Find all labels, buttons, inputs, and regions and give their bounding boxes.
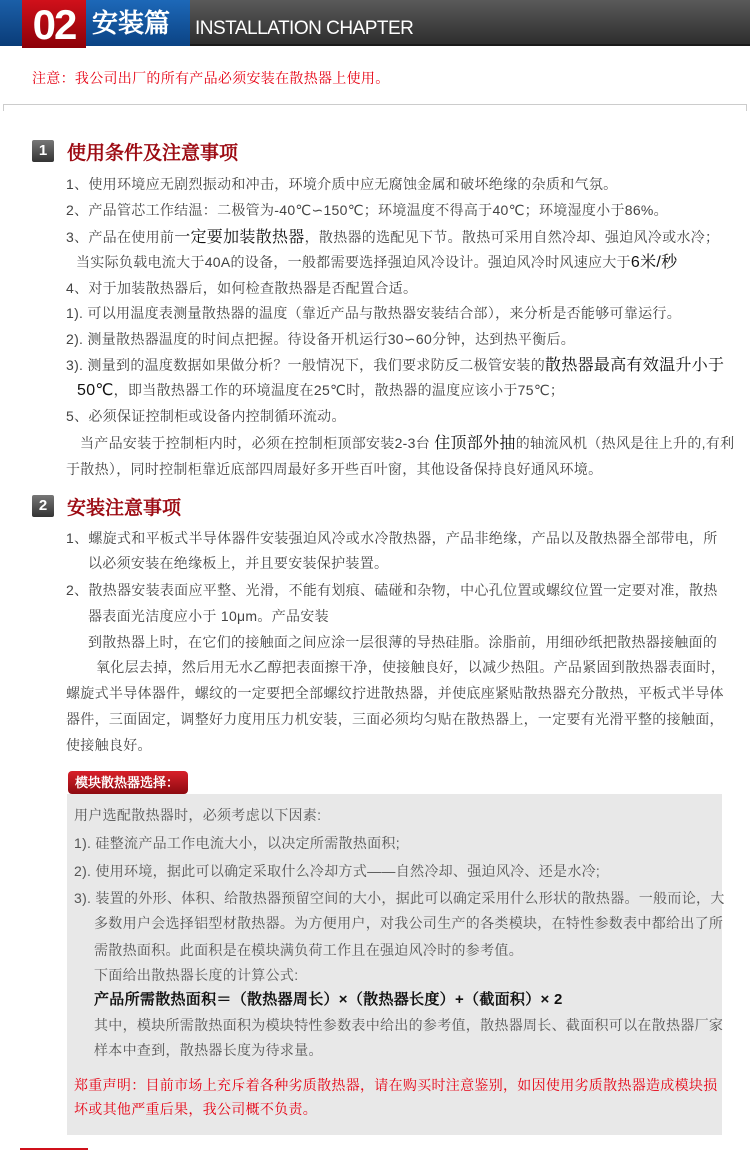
paragraph-line: 1、螺旋式和平板式半导体器件安装强迫风冷或水冷散热器，产品非绝缘，产品以及散热器全部带电，所 xyxy=(66,530,718,546)
box-line: 需散热面积。此面积是在模块满负荷工作且在强迫风冷时的参考值。 xyxy=(94,942,523,958)
formula: 产品所需散热面积＝（散热器周长）×（散热器长度）+（截面积）× 2 xyxy=(94,991,563,1008)
section-2-badge: 2 xyxy=(32,495,54,517)
paragraph-line: 氧化层去掉，然后用无水乙醇把表面擦干净，使接触良好，以减少热阻。产品紧固到散热器表面时， xyxy=(96,659,726,675)
box-line: 用户选配散热器时，必须考虑以下因素: xyxy=(74,807,322,823)
box-line: 多数用户会选择铝型材散热器。为方便用户，对我公司生产的各类模块，在特性参数表中都给出了所 xyxy=(94,915,724,931)
section-2-title: 安装注意事项 xyxy=(67,498,182,519)
box-line: 3). 装置的外形、体积、给散热器预留空间的大小，据此可以确定采用什么形状的散热器。一般而论，大 xyxy=(74,890,725,906)
paragraph-line xyxy=(80,434,734,453)
chapter-title-en: INSTALLATION CHAPTER xyxy=(195,18,414,39)
paragraph-line xyxy=(66,356,724,375)
paragraph-line: 到散热器上时，在它们的接触面之间应涂一层很薄的导热硅脂。涂脂前，用细砂纸把散热器接触面的 xyxy=(88,634,718,650)
chapter-header xyxy=(0,0,750,46)
paragraph-line: 器表面光洁度应小于 10μm。产品安装 xyxy=(88,608,329,624)
text: 当实际负载电流大于40A的设备，一般都需要选择强迫风冷设计。强迫风冷时风速应大于 xyxy=(76,254,631,270)
box-line: 样本中查到，散热器长度为待求量。 xyxy=(94,1042,323,1058)
box-line: 其中，模块所需散热面积为模块特性参数表中给出的参考值，散热器周长、截面积可以在散热器厂家 xyxy=(94,1017,724,1033)
paragraph-line xyxy=(66,228,719,247)
header-accent xyxy=(0,0,22,46)
box-line: 下面给出散热器长度的计算公式: xyxy=(94,967,299,983)
text: 3、产品在使用前 xyxy=(66,229,175,245)
paragraph-line: 5、必须保证控制柜或设备内控制循环流动。 xyxy=(66,408,346,424)
paragraph-line: 1). 可以用温度表测量散热器的温度（靠近产品与散热器安装结合部），来分析是否能够可靠运行。 xyxy=(66,305,682,321)
emphasis-text: 住顶部外抽 xyxy=(434,435,516,452)
paragraph-line: 于散热），同时控制柜靠近底部四周最好多开些百叶窗，其他设备保持良好通风环境。 xyxy=(66,461,603,477)
notice-text: 注意：我公司出厂的所有产品必须安装在散热器上使用。 xyxy=(32,70,390,86)
paragraph-line: 4、对于加装散热器后，如何检查散热器是否配置合适。 xyxy=(66,280,418,296)
paragraph-line: 使接触良好。 xyxy=(66,737,152,753)
disclaimer-line: 坏或其他严重后果，我公司概不负责。 xyxy=(74,1101,318,1117)
divider xyxy=(3,104,747,111)
text: 当产品安装于控制柜内时，必须在控制柜顶部安装2-3台 xyxy=(80,435,435,451)
text: 3). 测量到的温度数据如果做分析？一般情况下，我们要求防反二极管安装的 xyxy=(66,357,546,373)
paragraph-line xyxy=(77,381,564,400)
box-line: 1). 硅整流产品工作电流大小，以决定所需散热面积; xyxy=(74,835,400,851)
paragraph-line: 2). 测量散热器温度的时间点把握。待设备开机运行30∽60分钟，达到热平衡后。 xyxy=(66,331,576,347)
emphasis-text: 散热器最高有效温升小于 xyxy=(545,357,725,374)
section-1-title: 使用条件及注意事项 xyxy=(67,143,239,164)
paragraph-line: 2、散热器安装表面应平整、光滑，不能有划痕、磕碰和杂物，中心孔位置或螺纹位置一定要对准，散热 xyxy=(66,582,718,598)
section-1-badge: 1 xyxy=(32,140,54,162)
paragraph-line xyxy=(76,253,677,272)
text: 的轴流风机（热风是往上升的,有利 xyxy=(515,435,735,451)
module-selection-tag: 模块散热器选择： xyxy=(68,771,188,794)
emphasis-text: 50℃ xyxy=(77,382,114,399)
chapter-number: 02 xyxy=(22,0,86,48)
paragraph-line: 以必须安装在绝缘板上，并且要安装保护装置。 xyxy=(88,555,389,571)
text: ，即当散热器工作的环境温度在25℃时，散热器的温度应该小于75℃； xyxy=(113,382,565,398)
paragraph-line: 1、使用环境应无剧烈振动和冲击，环境介质中应无腐蚀金属和破坏绝缘的杂质和气氛。 xyxy=(66,176,618,192)
box-line: 2). 使用环境，据此可以确定采取什么冷却方式——自然冷却、强迫风冷、还是水冷; xyxy=(74,863,601,879)
disclaimer-line: 郑重声明：目前市场上充斥着各种劣质散热器，请在购买时注意鉴别，如因使用劣质散热器造成模块损 xyxy=(74,1077,718,1093)
emphasis-text: 6米/秒 xyxy=(630,254,678,271)
emphasis-text: 一定要加装散热器 xyxy=(174,229,305,246)
paragraph-line: 器件，三面固定，调整好力度用压力机安装，三面必须均匀贴在散热器上，一定要有光滑平整的接触面， xyxy=(66,711,724,727)
text: ，散热器的选配见下节。散热可采用自然冷却、强迫风冷或水冷； xyxy=(304,229,720,245)
chapter-title-cn: 安装篇 xyxy=(86,0,190,46)
paragraph-line: 2、产品管芯工作结温：二极管为-40℃∽150℃；环境温度不得高于40℃；环境湿度小于86%。 xyxy=(66,202,668,218)
paragraph-line: 螺旋式半导体器件，螺纹的一定要把全部螺纹拧进散热器，并使底座紧贴散热器充分散热，平板式半导体 xyxy=(66,685,724,701)
